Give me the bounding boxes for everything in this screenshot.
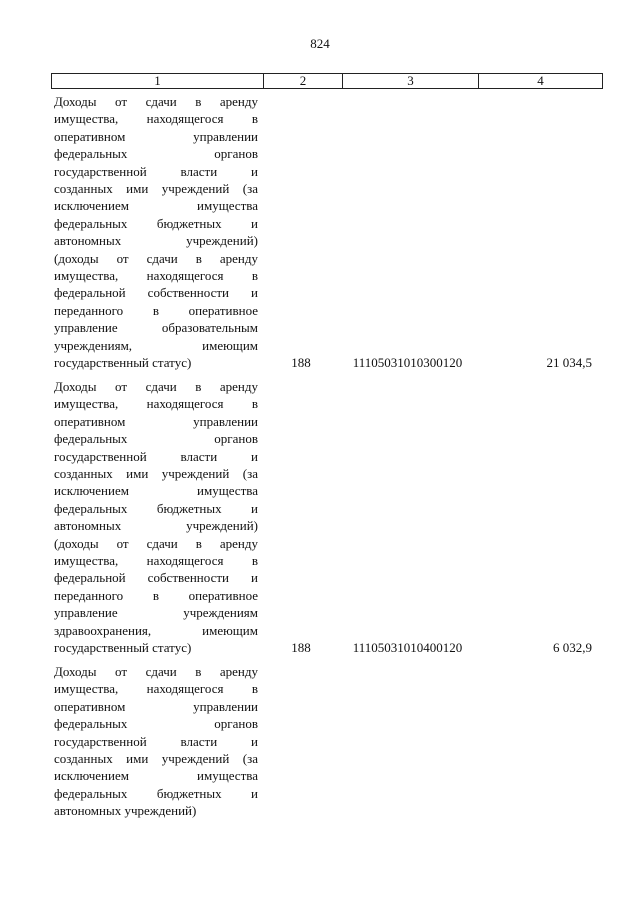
description-line: федеральных органов: [54, 146, 258, 162]
row-kbk: 11105031010400120: [352, 640, 463, 655]
description-line: государственной власти и: [54, 733, 258, 749]
description-line: имущества, находящегося в: [54, 553, 258, 569]
row-amount: 21 034,5: [546, 355, 592, 370]
description-line: управление образовательным: [54, 320, 258, 336]
description-line: оперативном управлении: [54, 413, 258, 429]
description-line: имущества, находящегося в: [54, 268, 258, 284]
description-line: здравоохранения, имеющим: [54, 622, 258, 638]
description-line: исключением имущества: [54, 198, 258, 214]
row-code: 188: [291, 640, 311, 655]
description-line: исключением имущества: [54, 768, 258, 784]
description-line: автономных учреждений): [54, 233, 258, 249]
column-header-table: [51, 73, 603, 89]
description-line: Доходы от сдачи в аренду: [54, 664, 258, 679]
description-line: созданных ими учреждений (за: [54, 181, 258, 197]
row-description: [54, 93, 258, 372]
description-line: переданного в оперативное: [54, 302, 258, 318]
row-kbk: 11105031010300120: [352, 355, 463, 370]
column-header-4: 4: [479, 74, 603, 89]
column-header-1: 1: [52, 74, 264, 89]
description-line: федеральных бюджетных и: [54, 785, 258, 801]
description-line: оперативном управлении: [54, 698, 258, 714]
description-line: федеральных органов: [54, 716, 258, 732]
description-line: Доходы от сдачи в аренду: [54, 94, 258, 109]
description-line: федеральной собственности и: [54, 285, 258, 301]
description-line: переданного в оперативное: [54, 587, 258, 603]
description-line: федеральных бюджетных и: [54, 215, 258, 231]
description-line: оперативном управлении: [54, 128, 258, 144]
row-code: 188: [291, 355, 311, 370]
description-line: имущества, находящегося в: [54, 111, 258, 127]
description-line: федеральных органов: [54, 431, 258, 447]
description-line: учреждениям, имеющим: [54, 337, 258, 353]
description-line: созданных ими учреждений (за: [54, 751, 258, 767]
description-line: (доходы от сдачи в аренду: [54, 250, 258, 266]
description-line: государственный статус): [54, 640, 192, 656]
description-line: государственной власти и: [54, 163, 258, 179]
description-line: федеральных бюджетных и: [54, 500, 258, 516]
row-description: [54, 663, 258, 820]
description-line: федеральной собственности и: [54, 570, 258, 586]
column-header-2: 2: [264, 74, 343, 89]
description-line: управление учреждениям: [54, 605, 258, 621]
description-line: автономных учреждений): [54, 518, 258, 534]
description-line: Доходы от сдачи в аренду: [54, 379, 258, 394]
row-description: [54, 378, 258, 657]
description-line: имущества, находящегося в: [54, 681, 258, 697]
column-header-row: [52, 74, 603, 89]
description-line: государственный статус): [54, 355, 192, 371]
description-line: (доходы от сдачи в аренду: [54, 535, 258, 551]
description-line: имущества, находящегося в: [54, 396, 258, 412]
page-number: 824: [310, 36, 330, 51]
description-line: созданных ими учреждений (за: [54, 466, 258, 482]
description-line: автономных учреждений): [54, 803, 197, 819]
description-line: исключением имущества: [54, 483, 258, 499]
row-amount: 6 032,9: [553, 640, 592, 655]
column-header-3: 3: [343, 74, 479, 89]
description-line: государственной власти и: [54, 448, 258, 464]
